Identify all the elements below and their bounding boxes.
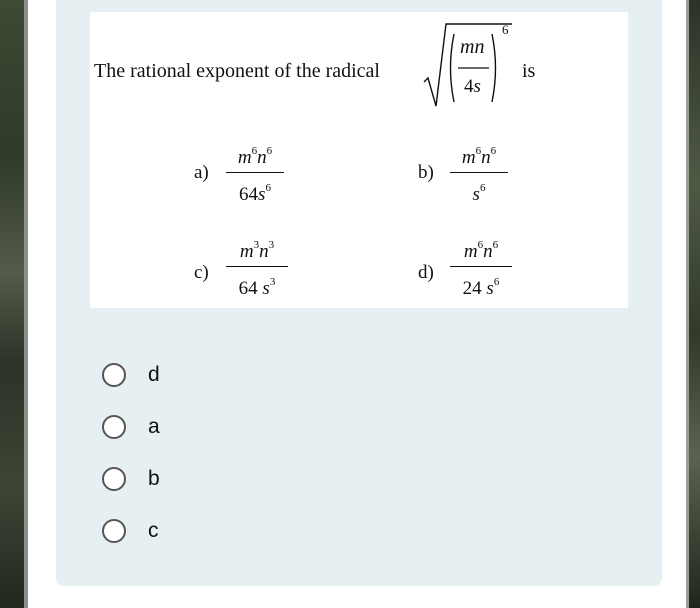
- choice-label[interactable]: a: [148, 415, 160, 438]
- radical-exponent: 6: [502, 22, 509, 37]
- option-d-label: d): [418, 262, 434, 283]
- radio-button[interactable]: [102, 519, 126, 543]
- option-a-fraction: $m^6n^6$ $64s^6$: [226, 140, 284, 206]
- choice-label[interactable]: d: [148, 363, 160, 386]
- choice-d[interactable]: [102, 360, 160, 390]
- option-a-label: a): [194, 162, 209, 183]
- option-c-label: c): [194, 262, 209, 283]
- choice-label[interactable]: b: [148, 467, 160, 490]
- question-suffix: is: [522, 60, 536, 82]
- option-b-label: b): [418, 162, 434, 183]
- radio-button[interactable]: [102, 415, 126, 439]
- radical-sign: [422, 20, 512, 112]
- background-photo-right: [686, 0, 700, 608]
- radical-denominator: 4s: [464, 76, 481, 97]
- choice-b[interactable]: [102, 464, 160, 494]
- choice-label[interactable]: c: [148, 519, 159, 542]
- option-c-fraction: $m^3n^3$ 64 $s^3$: [226, 234, 288, 300]
- radio-button[interactable]: [102, 467, 126, 491]
- question-image: [90, 12, 628, 308]
- option-d-fraction: $m^6n^6$ 24 $s^6$: [450, 234, 512, 300]
- background-photo-left: [0, 0, 28, 608]
- radical-numerator: mn: [460, 36, 485, 58]
- choice-a[interactable]: [102, 412, 160, 442]
- radio-button[interactable]: [102, 363, 126, 387]
- choice-c[interactable]: [102, 516, 159, 546]
- radical-expression: [422, 20, 512, 112]
- option-b-fraction: $m^6n^6$ $s^6$: [450, 140, 508, 206]
- question-stem: The rational exponent of the radical: [94, 60, 380, 82]
